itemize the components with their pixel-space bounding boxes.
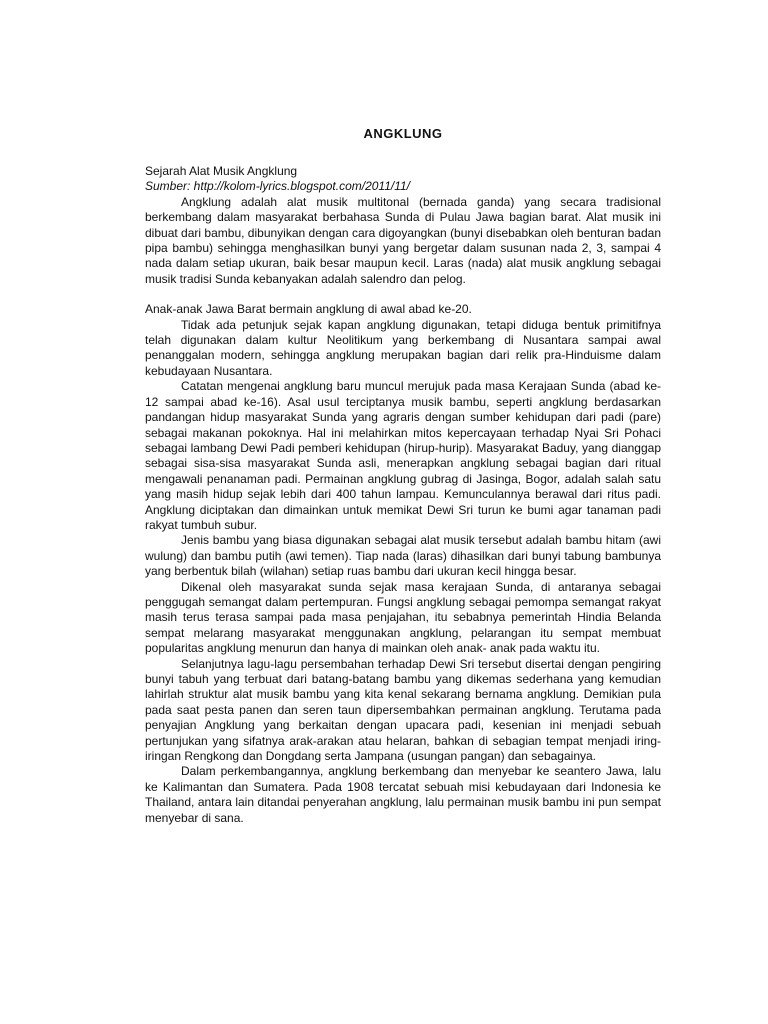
document-page: [145, 126, 661, 826]
body-paragraph: Jenis bambu yang biasa digunakan sebagai alat musik tersebut adalah bambu hitam (awi wulung) dan bambu putih (awi temen). Tiap nada (laras) dihasilkan dari bunyi tabung bambunya yang berbentuk bilah (wilahan) setiap ruas bambu dari ukuran kecil hingga besar.: [145, 533, 661, 579]
document-title: ANGKLUNG: [363, 126, 443, 141]
intro-paragraph: Angklung adalah alat musik multitonal (bernada ganda) yang secara tradisional berkembang dalam masyarakat berbahasa Sunda di Pulau Jawa bagian barat. Alat musik ini dibuat dari bambu, dibunyikan dengan cara digoyangkan (bunyi disebabkan oleh benturan badan pipa bambu) sehingga menghasilkan bunyi yang bergetar dalam susunan nada 2, 3, sampai 4 nada dalam setiap ukuran, baik besar maupun kecil. Laras (nada) alat musik angklung sebagai musik tradisi Sunda kebanyakan adalah salendro dan pelog.: [145, 194, 661, 286]
body-paragraph: Tidak ada petunjuk sejak kapan angklung digunakan, tetapi diduga bentuk primitifnya telah digunakan dalam kultur Neolitikum yang berkembang di Nusantara sampai awal penanggalan modern, sehingga angklung merupakan bagian dari relik pra-Hinduisme dalam kebudayaan Nusantara.: [145, 317, 661, 378]
body-paragraph: Catatan mengenai angklung baru muncul merujuk pada masa Kerajaan Sunda (abad ke-12 sampai abad ke-16). Asal usul terciptanya musik bambu, seperti angklung berdasarkan pandangan hidup masyarakat Sunda yang agraris dengan sumber kehidupan dari padi (pare) sebagai makanan pokoknya. Hal ini melahirkan mitos kepercayaan terhadap Nyai Sri Pohaci sebagai lambang Dewi Padi pemberi kehidupan (hirup-hurip). Masyarakat Baduy, yang dianggap sebagai sisa-sisa masyarakat Sunda asli, menerapkan angklung sebagai bagian dari ritual mengawali penanaman padi. Permainan angklung gubrag di Jasinga, Bogor, adalah salah satu yang masih hidup sejak lebih dari 400 tahun lampau. Kemunculannya berawal dari ritus padi. Angklung diciptakan dan dimainkan untuk memikat Dewi Sri turun ke bumi agar tanaman padi rakyat tumbuh subur.: [145, 379, 661, 532]
image-caption: Anak-anak Jawa Barat bermain angklung di awal abad ke-20.: [145, 302, 472, 317]
body-paragraph: Selanjutnya lagu-lagu persembahan terhadap Dewi Sri tersebut disertai dengan pengiring bunyi tabuh yang terbuat dari batang-batang bambu yang dikemas sederhana yang kemudian lahirlah struktur alat musik bambu yang kita kenal sekarang bernama angklung. Demikian pula pada saat pesta panen dan seren taun dipersembahkan permainan angklung. Terutama pada penyajian Angklung yang berkaitan dengan upacara padi, kesenian ini menjadi sebuah pertunjukan yang sifatnya arak-arakan atau helaran, bahkan di sebagian tempat menjadi iring-iringan Rengkong dan Dongdang serta Jampana (usungan pangan) dan sebagainya.: [145, 656, 661, 764]
source-line: Sumber: http://kolom-lyrics.blogspot.com/2011/11/: [145, 179, 411, 194]
body-paragraph: Dalam perkembangannya, angklung berkembang dan menyebar ke seantero Jawa, lalu ke Kalimantan dan Sumatera. Pada 1908 tercatat sebuah misi kebudayaan dari Indonesia ke Thailand, antara lain ditandai penyerahan angklung, lalu permainan musik bambu ini pun sempat menyebar di sana.: [145, 764, 661, 825]
document-subtitle: Sejarah Alat Musik Angklung: [145, 164, 298, 178]
body-paragraph: Dikenal oleh masyarakat sunda sejak masa kerajaan Sunda, di antaranya sebagai penggugah semangat dalam pertempuran. Fungsi angklung sebagai pemompa semangat rakyat masih terus terasa sampai pada masa penjajahan, itu sebabnya pemerintah Hindia Belanda sempat melarang masyarakat menggunakan angklung, pelarangan itu sempat membuat popularitas angklung menurun dan hanya di mainkan oleh anak- anak pada waktu itu.: [145, 579, 661, 656]
